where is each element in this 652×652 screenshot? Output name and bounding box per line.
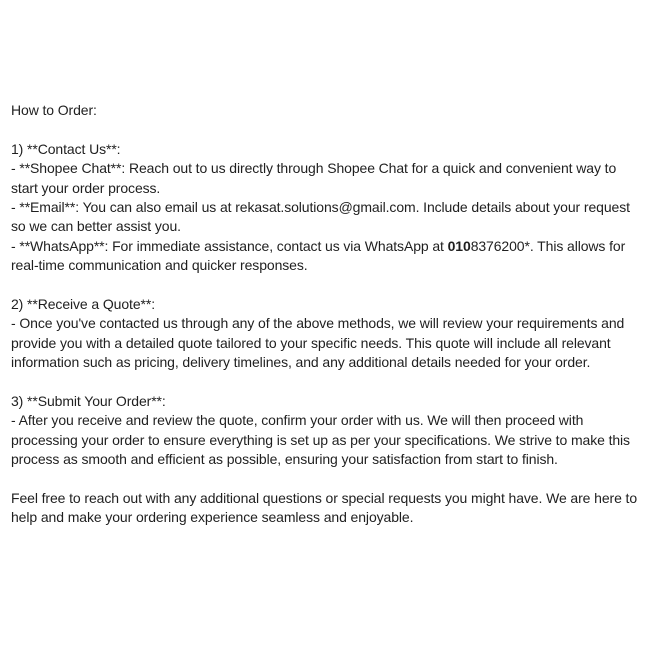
- contact-shopee-line: - **Shopee Chat**: Reach out to us directly through Shopee Chat for a quick and convenient way to start your order process.: [11, 160, 617, 196]
- closing-paragraph: Feel free to reach out with any additional questions or special requests you might have. We are here to help and make your ordering experience seamless and enjoyable.: [11, 490, 638, 526]
- spacer: [11, 276, 641, 295]
- whatsapp-suffix: *. This allows for real-time communication and quicker responses.: [11, 237, 626, 274]
- spacer: [11, 120, 641, 139]
- whatsapp-prefix: - **WhatsApp**: For immediate assistance, contact us via WhatsApp at: [11, 237, 448, 254]
- section-submit-title: 3) **Submit Your Order**:: [11, 393, 166, 410]
- section-quote-title: 2) **Receive a Quote**:: [11, 296, 156, 313]
- spacer: [11, 470, 641, 489]
- section-contact-title: 1) **Contact Us**:: [11, 140, 121, 157]
- spacer: [11, 373, 641, 392]
- contact-email-line: - **Email**: You can also email us at rekasat.solutions@gmail.com. Include details about your request so we can better assist you.: [11, 199, 630, 235]
- quote-description: - Once you've contacted us through any of the above methods, we will review your requirements and provide you with a detailed quote tailored to your specific needs. This quote will include all relevant information such as pricing, delivery timelines, and any additional details needed for your order.: [11, 315, 625, 371]
- whatsapp-number-rest: 8376200: [470, 237, 525, 254]
- submit-description: - After you receive and review the quote, confirm your order with us. We will then proceed with processing your order to ensure everything is set up as per your specifications. We strive to make this process as smooth and efficient as possible, ensuring your satisfaction from start to finish.: [11, 412, 630, 468]
- order-instructions-document: [11, 101, 641, 528]
- contact-whatsapp-line: [11, 237, 641, 276]
- document-heading: How to Order:: [11, 102, 97, 118]
- whatsapp-number-bold: 010: [447, 237, 471, 254]
